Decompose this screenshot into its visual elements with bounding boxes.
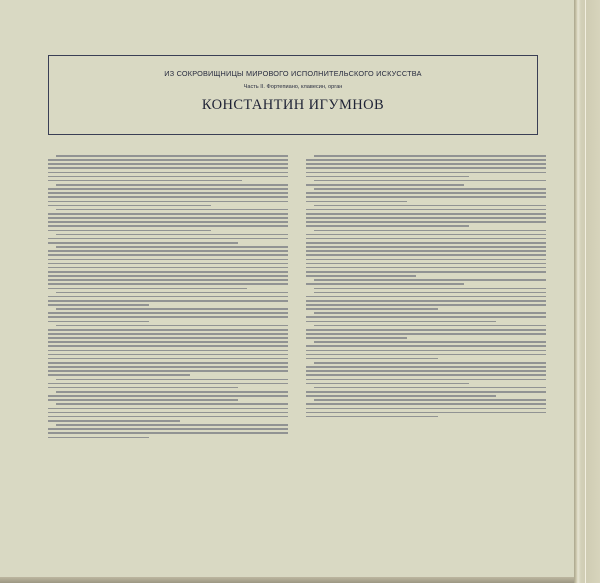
text-line xyxy=(56,246,288,248)
paragraph xyxy=(306,188,546,202)
text-line xyxy=(306,321,496,323)
text-line xyxy=(48,408,288,410)
text-line xyxy=(56,424,288,426)
paragraph xyxy=(306,155,546,177)
text-line xyxy=(306,308,438,310)
paragraph xyxy=(306,312,546,322)
text-line xyxy=(314,288,546,290)
text-line xyxy=(306,209,546,211)
text-line xyxy=(306,159,546,161)
text-line xyxy=(314,387,546,389)
text-line xyxy=(48,230,211,232)
text-line xyxy=(306,408,546,410)
text-line xyxy=(48,341,288,343)
text-line xyxy=(56,391,288,393)
paragraph xyxy=(306,288,546,290)
liner-notes-right-column xyxy=(306,155,546,420)
text-line xyxy=(306,217,546,219)
text-line xyxy=(48,395,288,397)
text-line xyxy=(306,225,469,227)
text-line xyxy=(306,192,546,194)
text-line xyxy=(306,259,546,261)
text-line xyxy=(314,325,546,327)
paragraph xyxy=(48,155,288,181)
text-line xyxy=(306,358,438,360)
text-line xyxy=(306,316,546,318)
series-title: ИЗ СОКРОВИЩНИЦЫ МИРОВОГО ИСПОЛНИТЕЛЬСКОГО ИСКУССТВА xyxy=(164,69,422,78)
text-line xyxy=(48,167,288,169)
text-line xyxy=(48,366,288,368)
paragraph xyxy=(48,184,288,206)
text-line xyxy=(306,275,416,277)
text-line xyxy=(48,316,288,318)
text-line xyxy=(314,362,546,364)
text-line xyxy=(48,221,288,223)
text-line xyxy=(56,209,288,211)
text-line xyxy=(306,234,546,236)
text-line xyxy=(314,399,546,401)
text-line xyxy=(306,213,546,215)
text-line xyxy=(306,221,546,223)
text-line xyxy=(306,395,496,397)
text-line xyxy=(306,283,464,285)
text-line xyxy=(48,337,288,339)
paragraph xyxy=(306,279,546,285)
text-line xyxy=(48,354,288,356)
paragraph xyxy=(306,230,546,277)
text-line xyxy=(48,188,288,190)
text-line xyxy=(48,279,288,281)
text-line xyxy=(306,391,546,393)
text-line xyxy=(306,167,546,169)
text-line xyxy=(48,420,180,422)
text-line xyxy=(306,271,546,273)
text-line xyxy=(306,345,546,347)
text-line xyxy=(306,354,546,356)
text-line xyxy=(48,416,288,418)
text-line xyxy=(306,267,546,269)
text-line xyxy=(48,399,238,401)
text-line xyxy=(48,259,288,261)
text-line xyxy=(306,300,546,302)
paragraph xyxy=(306,399,546,417)
text-line xyxy=(314,188,546,190)
text-line xyxy=(48,180,242,182)
text-line xyxy=(56,155,288,157)
text-line xyxy=(56,379,288,381)
text-line xyxy=(56,184,288,186)
text-line xyxy=(48,329,288,331)
text-line xyxy=(56,403,288,405)
text-line xyxy=(56,234,288,236)
text-line xyxy=(306,296,546,298)
paragraph xyxy=(48,325,288,376)
text-line xyxy=(48,312,288,314)
text-line xyxy=(56,308,288,310)
performer-name: КОНСТАНТИН ИГУМНОВ xyxy=(201,97,385,113)
sleeve-spine xyxy=(574,0,600,583)
text-line xyxy=(306,370,546,372)
text-line xyxy=(56,292,288,294)
text-line xyxy=(48,412,288,414)
text-line xyxy=(48,242,238,244)
text-line xyxy=(314,279,546,281)
text-line xyxy=(48,432,288,434)
text-line xyxy=(48,321,149,323)
text-line xyxy=(306,254,546,256)
text-line xyxy=(314,180,546,182)
text-line xyxy=(314,341,546,343)
text-line xyxy=(48,163,288,165)
paragraph xyxy=(48,209,288,231)
text-line xyxy=(306,403,546,405)
paragraph xyxy=(306,180,546,186)
paragraph xyxy=(48,292,288,306)
text-line xyxy=(314,312,546,314)
text-line xyxy=(306,263,546,265)
text-line xyxy=(48,387,238,389)
text-line xyxy=(314,292,546,294)
text-line xyxy=(48,370,288,372)
text-line xyxy=(306,238,546,240)
paragraph xyxy=(306,292,546,310)
paragraph xyxy=(48,424,288,438)
text-line xyxy=(48,217,288,219)
text-line xyxy=(48,288,247,290)
text-line xyxy=(306,172,546,174)
text-line xyxy=(306,176,469,178)
text-line xyxy=(48,304,149,306)
text-line xyxy=(48,238,288,240)
paragraph xyxy=(48,308,288,322)
text-line xyxy=(48,213,288,215)
text-line xyxy=(306,350,546,352)
text-line xyxy=(306,184,464,186)
text-line xyxy=(306,412,546,414)
text-line xyxy=(314,230,546,232)
paragraph xyxy=(306,362,546,384)
text-line xyxy=(306,304,546,306)
text-line xyxy=(48,267,288,269)
text-line xyxy=(48,374,190,376)
text-line xyxy=(48,283,288,285)
text-line xyxy=(48,159,288,161)
spine-highlight xyxy=(585,0,586,583)
text-line xyxy=(48,296,288,298)
text-line xyxy=(48,192,288,194)
text-line xyxy=(48,362,288,364)
text-line xyxy=(306,201,407,203)
paragraph xyxy=(306,325,546,339)
text-line xyxy=(48,275,288,277)
text-line xyxy=(48,201,288,203)
text-line xyxy=(306,416,438,418)
paragraph xyxy=(306,205,546,227)
text-line xyxy=(48,250,288,252)
text-line xyxy=(306,329,546,331)
text-line xyxy=(48,205,211,207)
sleeve-bottom-edge xyxy=(0,577,574,583)
text-line xyxy=(48,333,288,335)
text-line xyxy=(306,333,546,335)
text-line xyxy=(48,437,149,439)
text-line xyxy=(48,428,288,430)
text-line xyxy=(306,366,546,368)
paragraph xyxy=(48,391,288,401)
text-line xyxy=(306,379,546,381)
text-line xyxy=(306,246,546,248)
text-line xyxy=(48,263,288,265)
text-line xyxy=(306,383,469,385)
paragraph xyxy=(48,246,288,289)
text-line xyxy=(306,242,546,244)
text-line xyxy=(56,325,288,327)
text-line xyxy=(306,196,546,198)
text-line xyxy=(314,155,546,157)
text-line xyxy=(48,358,288,360)
paragraph xyxy=(48,234,288,244)
text-line xyxy=(48,176,288,178)
paragraph xyxy=(306,341,546,359)
part-subtitle: Часть II. Фортепиано, клавесин, орган xyxy=(243,84,343,90)
paragraph xyxy=(306,387,546,397)
text-line xyxy=(314,205,546,207)
text-line xyxy=(306,250,546,252)
title-frame xyxy=(48,55,538,135)
text-line xyxy=(48,225,288,227)
text-line xyxy=(48,196,288,198)
text-line xyxy=(48,350,288,352)
liner-notes-left-column xyxy=(48,155,288,441)
paragraph xyxy=(48,403,288,421)
text-line xyxy=(306,337,407,339)
text-line xyxy=(306,374,546,376)
text-line xyxy=(48,254,288,256)
paragraph xyxy=(48,379,288,389)
text-line xyxy=(48,300,288,302)
text-line xyxy=(48,271,288,273)
text-line xyxy=(48,345,288,347)
text-line xyxy=(48,172,288,174)
text-line xyxy=(48,383,288,385)
text-line xyxy=(306,163,546,165)
